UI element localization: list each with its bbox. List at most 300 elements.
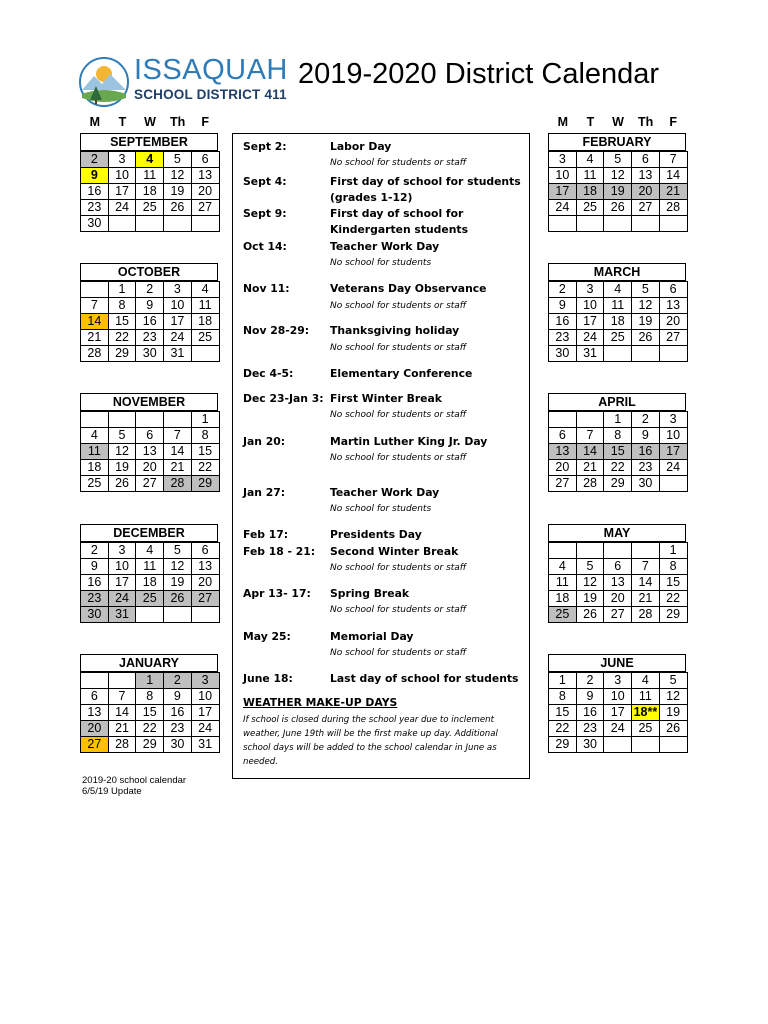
event-date: May 25: <box>243 630 291 643</box>
day-cell <box>81 412 109 428</box>
day-cell: 24 <box>659 460 687 476</box>
day-cell: 17 <box>549 184 577 200</box>
day-cell: 9 <box>81 559 109 575</box>
day-cell: 10 <box>108 559 136 575</box>
day-cell: 9 <box>632 428 660 444</box>
day-cell: 25 <box>632 721 660 737</box>
day-cell: 2 <box>632 412 660 428</box>
week-row <box>549 607 688 623</box>
day-cell <box>576 543 604 559</box>
month-november <box>80 393 218 492</box>
day-cell: 6 <box>659 282 687 298</box>
day-cell <box>632 737 660 753</box>
day-cell: 31 <box>108 607 136 623</box>
week-row <box>549 591 688 607</box>
day-cell <box>191 346 219 362</box>
event-description: Teacher Work Day <box>330 486 440 499</box>
month-june <box>548 654 686 753</box>
day-header: W <box>144 115 156 129</box>
day-cell: 30 <box>164 737 192 753</box>
day-cell: 11 <box>632 689 660 705</box>
event-date: Jan 27: <box>243 486 286 499</box>
event-date: Feb 18 - 21: <box>243 545 316 558</box>
day-cell: 10 <box>164 298 192 314</box>
day-cell: 5 <box>659 673 687 689</box>
day-cell <box>136 412 164 428</box>
day-headers-right <box>549 115 687 129</box>
logo-name: ISSAQUAH <box>134 54 288 86</box>
day-cell: 29 <box>659 607 687 623</box>
month-grid <box>548 542 688 623</box>
day-cell: 17 <box>604 705 632 721</box>
day-cell: 12 <box>108 444 136 460</box>
day-cell: 21 <box>576 460 604 476</box>
day-cell: 29 <box>549 737 577 753</box>
event-date: Dec 4-5: <box>243 367 294 380</box>
day-cell: 7 <box>576 428 604 444</box>
day-cell: 27 <box>632 200 660 216</box>
day-cell: 6 <box>632 152 660 168</box>
month-february <box>548 133 686 232</box>
day-cell: 3 <box>604 673 632 689</box>
day-cell: 9 <box>136 298 164 314</box>
footer-line-2: 6/5/19 Update <box>82 786 142 797</box>
day-cell <box>659 476 687 492</box>
day-cell: 16 <box>549 314 577 330</box>
day-cell: 24 <box>604 721 632 737</box>
day-cell: 26 <box>164 200 192 216</box>
day-cell: 3 <box>164 282 192 298</box>
week-row <box>81 330 220 346</box>
day-cell: 24 <box>108 200 136 216</box>
day-header: T <box>586 115 595 129</box>
day-cell: 25 <box>549 607 577 623</box>
day-cell: 18 <box>136 184 164 200</box>
month-name: DECEMBER <box>80 524 218 542</box>
day-cell: 30 <box>576 737 604 753</box>
week-row <box>81 444 220 460</box>
day-cell <box>659 346 687 362</box>
day-cell: 31 <box>191 737 219 753</box>
week-row <box>81 314 220 330</box>
event-note: No school for students or staff <box>330 648 467 658</box>
event-description: Memorial Day <box>330 630 414 643</box>
day-cell: 28 <box>632 607 660 623</box>
event-note: No school for students <box>330 258 432 268</box>
day-cell: 11 <box>604 298 632 314</box>
week-row <box>549 216 688 232</box>
week-row <box>81 168 220 184</box>
event-note: No school for students or staff <box>330 158 467 168</box>
event-date: Sept 9: <box>243 207 287 220</box>
day-cell: 26 <box>659 721 687 737</box>
weather-text: If school is closed during the school year due to inclement weather, June 19th will be the first make up day. Additional school days will be added to the school calendar in June as needed. <box>243 715 498 767</box>
week-row <box>549 346 688 362</box>
event-description: Last day of school for students <box>330 672 519 685</box>
day-cell <box>108 216 136 232</box>
day-cell: 6 <box>604 559 632 575</box>
day-cell: 15 <box>191 444 219 460</box>
day-cell: 11 <box>81 444 109 460</box>
day-cell: 10 <box>659 428 687 444</box>
day-cell: 21 <box>632 591 660 607</box>
week-row <box>549 282 688 298</box>
day-cell: 15 <box>604 444 632 460</box>
day-header: M <box>557 115 568 129</box>
day-cell: 19 <box>164 575 192 591</box>
month-december <box>80 524 218 623</box>
day-cell: 14 <box>81 314 109 330</box>
day-cell <box>164 607 192 623</box>
day-cell: 27 <box>81 737 109 753</box>
day-cell: 13 <box>136 444 164 460</box>
event-description: First day of school for students <box>330 175 521 188</box>
day-cell: 2 <box>576 673 604 689</box>
month-may <box>548 524 686 623</box>
event-note: No school for students <box>330 504 432 514</box>
day-cell: 8 <box>604 428 632 444</box>
day-cell <box>191 216 219 232</box>
week-row <box>81 476 220 492</box>
day-cell: 2 <box>81 543 109 559</box>
day-cell: 26 <box>632 330 660 346</box>
day-cell: 15 <box>659 575 687 591</box>
day-cell: 1 <box>136 673 164 689</box>
day-cell: 29 <box>136 737 164 753</box>
day-cell: 10 <box>576 298 604 314</box>
day-cell: 27 <box>191 591 219 607</box>
day-cell: 17 <box>191 705 219 721</box>
week-row <box>81 705 220 721</box>
day-cell: 12 <box>632 298 660 314</box>
day-header: Th <box>169 115 186 129</box>
day-cell: 16 <box>81 184 109 200</box>
event-date: Apr 13- 17: <box>243 587 311 600</box>
day-header: T <box>118 115 127 129</box>
event-note: No school for students or staff <box>330 605 467 615</box>
event-description: Martin Luther King Jr. Day <box>330 435 488 448</box>
day-cell: 29 <box>604 476 632 492</box>
day-cell: 13 <box>191 559 219 575</box>
week-row <box>81 184 220 200</box>
day-cell: 4 <box>632 673 660 689</box>
week-row <box>81 152 220 168</box>
day-cell: 1 <box>549 673 577 689</box>
day-cell: 17 <box>576 314 604 330</box>
day-cell: 19 <box>659 705 687 721</box>
week-row <box>81 412 220 428</box>
week-row <box>81 346 220 362</box>
week-row <box>81 216 220 232</box>
day-cell: 27 <box>659 330 687 346</box>
day-cell: 16 <box>576 705 604 721</box>
day-cell: 16 <box>164 705 192 721</box>
day-cell <box>108 412 136 428</box>
day-cell: 23 <box>576 721 604 737</box>
day-cell: 3 <box>576 282 604 298</box>
day-cell <box>576 412 604 428</box>
footer-line-1: 2019-20 school calendar <box>82 775 187 786</box>
page-title: 2019-2020 District Calendar <box>298 58 660 90</box>
day-cell: 19 <box>164 184 192 200</box>
day-cell: 21 <box>81 330 109 346</box>
day-cell: 3 <box>549 152 577 168</box>
week-row <box>549 428 688 444</box>
day-cell: 4 <box>604 282 632 298</box>
day-cell: 8 <box>136 689 164 705</box>
event-date: Dec 23-Jan 3: <box>243 392 324 405</box>
day-cell: 27 <box>191 200 219 216</box>
event-description-line2: (grades 1-12) <box>330 191 413 204</box>
day-cell: 11 <box>191 298 219 314</box>
day-cell: 29 <box>108 346 136 362</box>
day-cell: 28 <box>108 737 136 753</box>
day-cell: 14 <box>164 444 192 460</box>
day-cell: 12 <box>604 168 632 184</box>
week-row <box>81 460 220 476</box>
event-description: Elementary Conference <box>330 367 473 380</box>
day-cell: 26 <box>164 591 192 607</box>
day-cell: 20 <box>632 184 660 200</box>
day-cell: 25 <box>576 200 604 216</box>
month-grid <box>80 151 220 232</box>
day-cell: 8 <box>108 298 136 314</box>
day-cell: 25 <box>191 330 219 346</box>
day-cell: 31 <box>164 346 192 362</box>
day-cell: 28 <box>576 476 604 492</box>
day-cell: 1 <box>604 412 632 428</box>
day-cell <box>659 737 687 753</box>
week-row <box>81 673 220 689</box>
week-row <box>549 200 688 216</box>
day-cell: 7 <box>659 152 687 168</box>
week-row <box>549 559 688 575</box>
day-cell: 10 <box>191 689 219 705</box>
day-cell: 1 <box>659 543 687 559</box>
day-cell: 3 <box>659 412 687 428</box>
day-cell: 20 <box>136 460 164 476</box>
day-cell: 6 <box>549 428 577 444</box>
day-cell: 26 <box>576 607 604 623</box>
week-row <box>549 444 688 460</box>
day-cell: 7 <box>108 689 136 705</box>
day-cell: 7 <box>632 559 660 575</box>
day-header: M <box>89 115 100 129</box>
month-name: MARCH <box>548 263 686 281</box>
day-cell: 5 <box>576 559 604 575</box>
event-date: Feb 17: <box>243 528 289 541</box>
week-row <box>549 152 688 168</box>
mountain-tree-logo-icon <box>78 56 130 108</box>
day-cell: 28 <box>81 346 109 362</box>
day-cell: 11 <box>136 168 164 184</box>
event-description: Teacher Work Day <box>330 240 440 253</box>
day-cell: 17 <box>659 444 687 460</box>
day-cell: 12 <box>576 575 604 591</box>
event-description: Second Winter Break <box>330 545 459 558</box>
week-row <box>549 543 688 559</box>
event-note: No school for students or staff <box>330 343 467 353</box>
day-cell: 12 <box>164 559 192 575</box>
day-cell: 19 <box>108 460 136 476</box>
day-cell <box>191 607 219 623</box>
event-description: First day of school for <box>330 207 464 220</box>
day-cell: 27 <box>549 476 577 492</box>
day-cell: 2 <box>164 673 192 689</box>
event-date: Sept 4: <box>243 175 287 188</box>
day-cell: 19 <box>576 591 604 607</box>
day-cell: 5 <box>604 152 632 168</box>
day-cell: 20 <box>549 460 577 476</box>
district-logo <box>78 54 288 112</box>
week-row <box>81 543 220 559</box>
week-row <box>549 737 688 753</box>
day-cell: 24 <box>164 330 192 346</box>
month-january <box>80 654 218 753</box>
day-cell: 21 <box>164 460 192 476</box>
day-cell: 23 <box>81 200 109 216</box>
day-cell: 23 <box>632 460 660 476</box>
day-cell: 8 <box>549 689 577 705</box>
day-cell: 9 <box>164 689 192 705</box>
day-cell: 2 <box>81 152 109 168</box>
event-description: Presidents Day <box>330 528 422 541</box>
day-cell: 2 <box>136 282 164 298</box>
day-cell: 6 <box>191 543 219 559</box>
event-description: Spring Break <box>330 587 410 600</box>
day-cell: 23 <box>136 330 164 346</box>
month-name: OCTOBER <box>80 263 218 281</box>
day-cell: 22 <box>136 721 164 737</box>
month-grid <box>548 281 688 362</box>
month-grid <box>548 151 688 232</box>
day-cell <box>81 673 109 689</box>
day-cell: 18 <box>136 575 164 591</box>
week-row <box>549 412 688 428</box>
day-cell: 14 <box>576 444 604 460</box>
month-grid <box>80 411 220 492</box>
day-cell <box>164 216 192 232</box>
month-name: FEBRUARY <box>548 133 686 151</box>
day-cell: 19 <box>604 184 632 200</box>
week-row <box>549 721 688 737</box>
day-cell: 20 <box>81 721 109 737</box>
day-cell: 22 <box>191 460 219 476</box>
day-cell: 16 <box>632 444 660 460</box>
week-row <box>81 282 220 298</box>
day-cell: 18 <box>576 184 604 200</box>
day-cell <box>164 412 192 428</box>
month-october <box>80 263 218 362</box>
events-list <box>232 133 530 779</box>
day-cell <box>632 216 660 232</box>
event-date: June 18: <box>243 672 293 685</box>
day-cell <box>632 346 660 362</box>
day-cell <box>136 607 164 623</box>
day-cell: 4 <box>136 543 164 559</box>
day-cell: 15 <box>549 705 577 721</box>
day-cell: 13 <box>604 575 632 591</box>
day-cell: 25 <box>81 476 109 492</box>
month-name: JANUARY <box>80 654 218 672</box>
day-cell: 22 <box>604 460 632 476</box>
event-note: No school for students or staff <box>330 410 467 420</box>
month-grid <box>548 672 688 753</box>
day-header: F <box>201 115 209 129</box>
day-cell: 2 <box>549 282 577 298</box>
day-cell: 19 <box>632 314 660 330</box>
week-row <box>81 575 220 591</box>
week-row <box>549 673 688 689</box>
day-cell: 5 <box>164 543 192 559</box>
day-cell: 4 <box>191 282 219 298</box>
day-cell <box>576 216 604 232</box>
day-cell: 6 <box>136 428 164 444</box>
day-cell: 15 <box>108 314 136 330</box>
day-cell: 4 <box>576 152 604 168</box>
day-cell: 17 <box>108 184 136 200</box>
day-cell: 30 <box>81 607 109 623</box>
day-cell: 14 <box>108 705 136 721</box>
day-cell: 22 <box>659 591 687 607</box>
month-march <box>548 263 686 362</box>
day-cell <box>604 737 632 753</box>
day-cell: 12 <box>659 689 687 705</box>
day-cell: 17 <box>108 575 136 591</box>
day-cell <box>549 543 577 559</box>
day-cell: 11 <box>549 575 577 591</box>
event-date: Nov 11: <box>243 282 290 295</box>
day-cell: 23 <box>81 591 109 607</box>
day-cell: 20 <box>191 575 219 591</box>
day-cell: 17 <box>164 314 192 330</box>
day-cell: 21 <box>659 184 687 200</box>
day-cell: 8 <box>191 428 219 444</box>
month-grid <box>80 672 220 753</box>
day-cell <box>549 216 577 232</box>
day-cell: 6 <box>81 689 109 705</box>
day-cell: 27 <box>604 607 632 623</box>
week-row <box>81 607 220 623</box>
day-cell: 13 <box>191 168 219 184</box>
day-cell: 20 <box>191 184 219 200</box>
day-cell: 14 <box>659 168 687 184</box>
day-cell: 11 <box>576 168 604 184</box>
week-row <box>81 737 220 753</box>
event-note: No school for students or staff <box>330 453 467 463</box>
month-name: APRIL <box>548 393 686 411</box>
day-cell: 31 <box>576 346 604 362</box>
day-cell: 5 <box>108 428 136 444</box>
day-cell: 18 <box>191 314 219 330</box>
day-cell: 18 <box>604 314 632 330</box>
day-cell: 7 <box>164 428 192 444</box>
day-cell: 5 <box>164 152 192 168</box>
day-cell: 23 <box>549 330 577 346</box>
month-april <box>548 393 686 492</box>
day-cell: 22 <box>549 721 577 737</box>
day-cell: 28 <box>659 200 687 216</box>
day-cell: 7 <box>81 298 109 314</box>
week-row <box>549 575 688 591</box>
day-cell: 6 <box>191 152 219 168</box>
day-cell: 21 <box>108 721 136 737</box>
event-date: Oct 14: <box>243 240 287 253</box>
day-cell: 1 <box>191 412 219 428</box>
event-description: Labor Day <box>330 140 392 153</box>
day-cell <box>81 282 109 298</box>
month-grid <box>548 411 688 492</box>
